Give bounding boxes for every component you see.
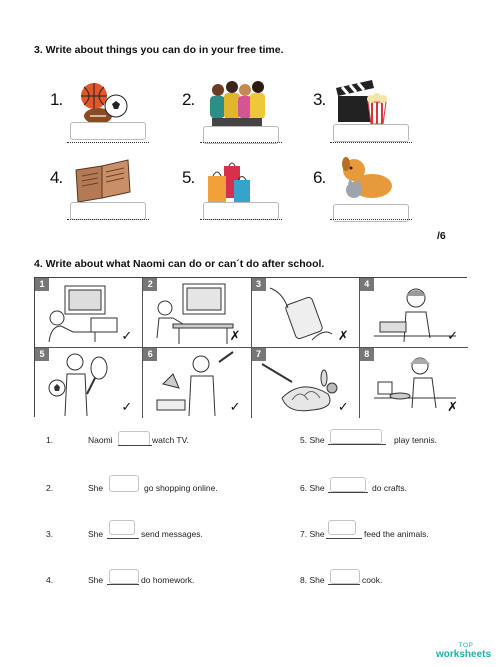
sentence-number: 4. bbox=[46, 575, 54, 585]
picture-grid bbox=[34, 277, 467, 417]
sentence-1 bbox=[46, 435, 246, 455]
sentence-subject: 7. She bbox=[300, 529, 325, 539]
item-number-5: 5. bbox=[182, 168, 195, 187]
answer-line-3 bbox=[330, 142, 412, 143]
item-number-4: 4. bbox=[50, 168, 63, 187]
logo-word: worksheets bbox=[436, 649, 492, 660]
sentence-rest: play tennis. bbox=[394, 435, 437, 445]
sentence-rest: feed the animals. bbox=[364, 529, 429, 539]
answer-input-1[interactable] bbox=[70, 122, 146, 140]
panel-number: 2 bbox=[143, 278, 157, 291]
answer-input-s5[interactable] bbox=[330, 429, 382, 444]
item-number-6: 6. bbox=[313, 168, 326, 187]
answer-line-5 bbox=[200, 219, 282, 220]
panel-3 bbox=[252, 278, 360, 348]
sentence-rest: send messages. bbox=[141, 529, 203, 539]
panel-number: 4 bbox=[360, 278, 374, 291]
answer-underline bbox=[328, 584, 360, 585]
open-book-icon bbox=[72, 156, 134, 204]
answer-underline bbox=[107, 584, 139, 585]
panel-2 bbox=[143, 278, 251, 348]
panel-number: 8 bbox=[360, 348, 374, 361]
sentence-8 bbox=[300, 575, 490, 595]
section-4-title: 4. Write about what Naomi can do or can´t do after school. bbox=[34, 258, 325, 270]
sentence-2 bbox=[46, 483, 266, 503]
cross-mark: ✗ bbox=[447, 400, 458, 415]
sentence-number: 1. bbox=[46, 435, 54, 445]
friends-group-icon bbox=[204, 76, 274, 128]
pets-dog-cat-icon bbox=[334, 154, 396, 204]
panel-number: 3 bbox=[252, 278, 266, 291]
answer-line-2 bbox=[200, 142, 282, 143]
answer-input-4[interactable] bbox=[70, 202, 146, 220]
answer-input-s7[interactable] bbox=[328, 520, 356, 535]
sentence-subject: 8. She bbox=[300, 575, 325, 585]
sentence-5 bbox=[300, 435, 490, 455]
answer-input-s8[interactable] bbox=[330, 569, 360, 584]
sentence-7 bbox=[300, 529, 490, 549]
sentence-number: 2. bbox=[46, 483, 54, 493]
answer-line-1 bbox=[67, 142, 149, 143]
panel-7 bbox=[252, 348, 360, 418]
panel-number: 6 bbox=[143, 348, 157, 361]
check-mark: ✓ bbox=[121, 400, 133, 415]
sentence-rest: watch TV. bbox=[152, 435, 189, 445]
shopping-bags-icon bbox=[204, 160, 260, 204]
item-number-3: 3. bbox=[313, 90, 326, 109]
answer-input-5[interactable] bbox=[203, 202, 279, 220]
sentence-rest: do crafts. bbox=[372, 483, 407, 493]
check-mark: ✓ bbox=[121, 329, 133, 344]
answer-underline bbox=[328, 492, 368, 493]
panel-4 bbox=[360, 278, 468, 348]
answer-underline bbox=[118, 445, 152, 446]
answer-underline bbox=[107, 538, 139, 539]
answer-input-s2[interactable] bbox=[109, 475, 139, 492]
item-number-2: 2. bbox=[182, 90, 195, 109]
cinema-clapper-icon bbox=[334, 74, 390, 130]
answer-underline bbox=[326, 538, 362, 539]
sentence-6 bbox=[300, 483, 490, 503]
answer-input-s3[interactable] bbox=[109, 520, 135, 535]
panel-5 bbox=[35, 348, 143, 418]
sentence-3 bbox=[46, 529, 266, 549]
sentence-rest: cook. bbox=[362, 575, 383, 585]
answer-input-3[interactable] bbox=[333, 124, 409, 142]
panel-1 bbox=[35, 278, 143, 348]
sentence-subject: Naomi bbox=[88, 435, 113, 445]
answer-input-s6[interactable] bbox=[330, 477, 366, 492]
answer-line-6 bbox=[330, 219, 412, 220]
answer-input-s1[interactable] bbox=[118, 431, 150, 446]
sentence-subject: She bbox=[88, 529, 104, 539]
sentence-subject: 5. She bbox=[300, 435, 325, 445]
sentence-4 bbox=[46, 575, 266, 595]
topworksheets-logo bbox=[436, 642, 496, 660]
sentence-subject: She bbox=[88, 483, 104, 493]
sentence-subject: She bbox=[88, 575, 104, 585]
panel-6 bbox=[143, 348, 251, 418]
panel-number: 1 bbox=[35, 278, 49, 291]
answer-line-4 bbox=[67, 219, 149, 220]
sentence-rest: go shopping online. bbox=[144, 483, 218, 493]
answer-underline bbox=[328, 444, 386, 445]
cross-mark: ✗ bbox=[229, 329, 241, 344]
logo-top-text: TOP bbox=[458, 642, 474, 649]
score-label: /6 bbox=[437, 230, 446, 242]
answer-input-s4[interactable] bbox=[109, 569, 139, 584]
cross-mark: ✗ bbox=[337, 329, 349, 344]
panel-number: 7 bbox=[252, 348, 266, 361]
check-mark: ✓ bbox=[447, 329, 458, 344]
panel-8 bbox=[360, 348, 468, 418]
sports-balls-icon bbox=[72, 78, 134, 128]
sentence-subject: 6. She bbox=[300, 483, 325, 493]
check-mark: ✓ bbox=[229, 400, 241, 415]
check-mark: ✓ bbox=[337, 400, 349, 415]
item-number-1: 1. bbox=[50, 90, 63, 109]
panel-number: 5 bbox=[35, 348, 49, 361]
sentence-number: 3. bbox=[46, 529, 54, 539]
section-3-title: 3. Write about things you can do in your free time. bbox=[34, 44, 284, 56]
sentence-rest: do homework. bbox=[141, 575, 195, 585]
